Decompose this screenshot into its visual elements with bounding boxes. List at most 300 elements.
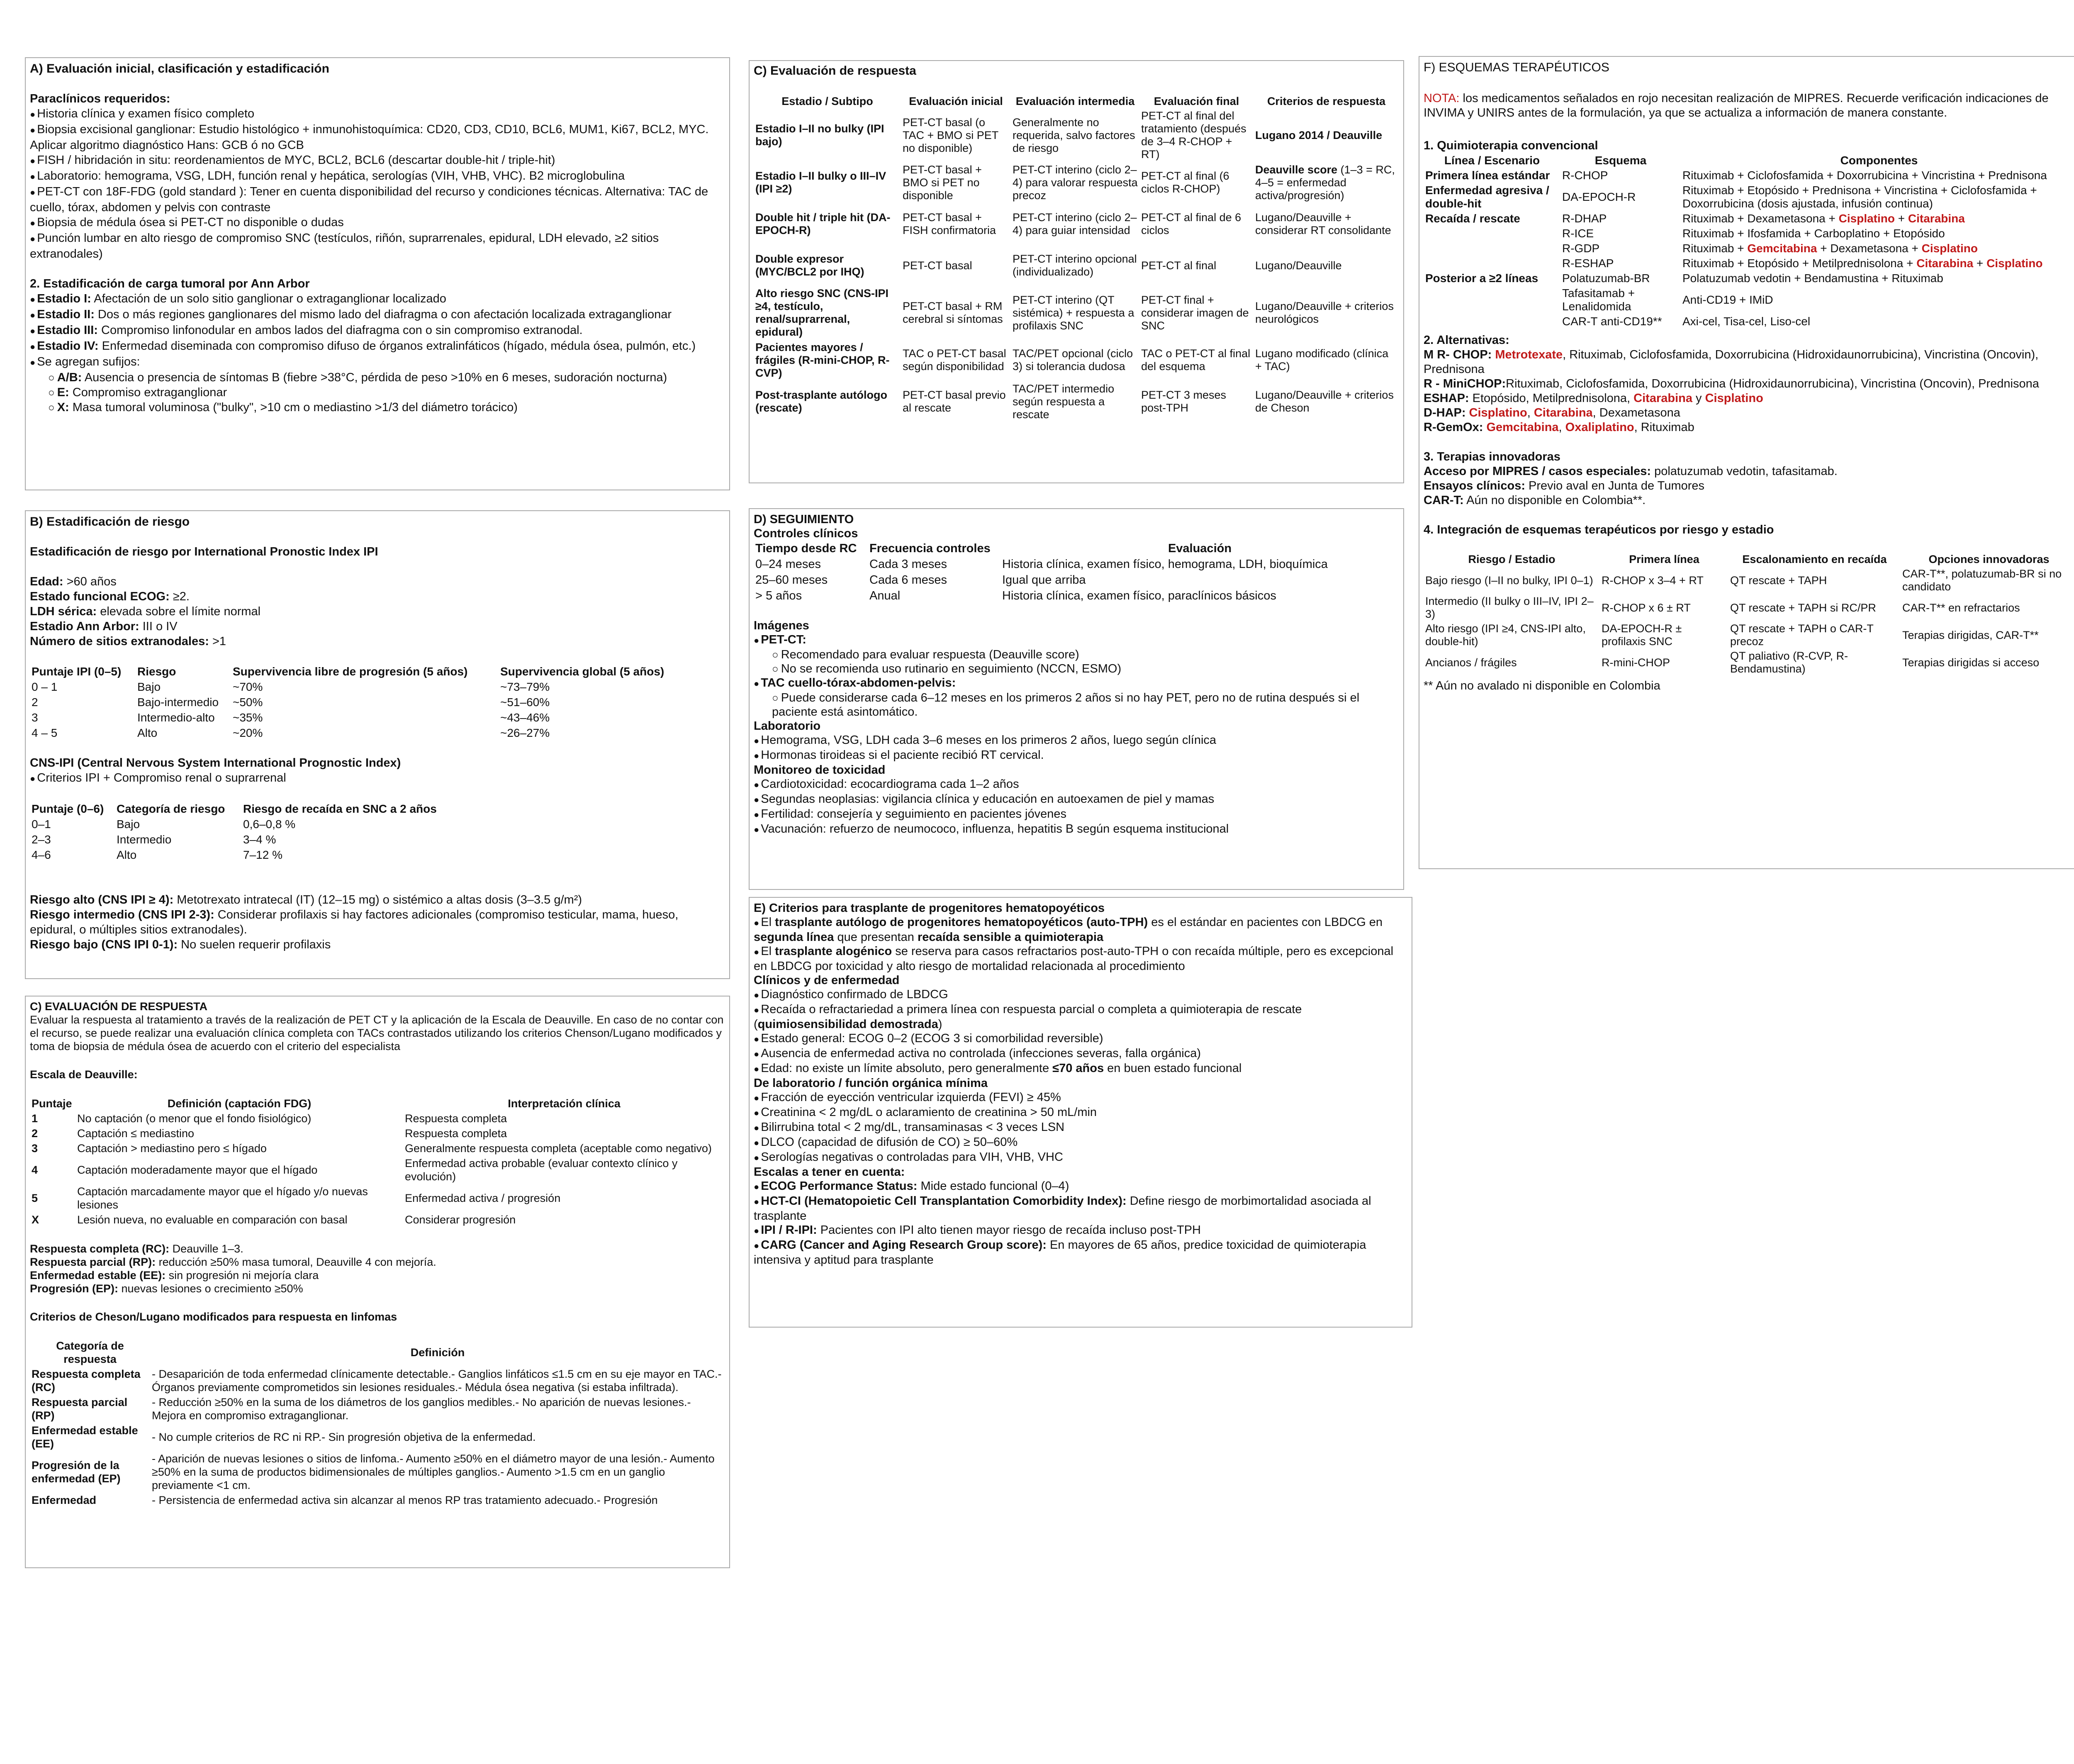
nota	[1424, 91, 2074, 120]
text-part: )	[938, 1018, 942, 1031]
list-item: ● Serologías negativas o controladas para VIH, VHB, VHC	[754, 1150, 1407, 1165]
table-cell: PET-CT basal	[903, 259, 972, 272]
item-value: En mayores de 65 años, predice toxicidad de quimioterapia intensiva y aptitud para trasplante	[754, 1238, 1366, 1267]
table-cell: R-GDP	[1562, 242, 1600, 255]
table-header: Categoría de riesgo	[117, 802, 225, 815]
panel-e-trasplante	[749, 897, 1412, 1328]
table-cell: Captación marcadamente mayor que el hígado y/o nuevas lesiones	[77, 1185, 368, 1211]
table-row	[1424, 271, 2074, 286]
item-value: Considerar profilaxis si hay factores adicionales (compromiso testicular, mama, hueso, epidural, o múltiples sitios extranodales).	[30, 908, 679, 936]
text-part: Oxaliplatino	[1565, 421, 1634, 434]
table-cell: CAR-T** en refractarios	[1902, 601, 2020, 614]
table-header: Puntaje IPI (0–5)	[32, 665, 122, 678]
table-cell: Lugano 2014 / Deauville	[1255, 129, 1383, 141]
list-item	[30, 937, 725, 952]
panel-b-title: B) Estadificación de riesgo	[30, 515, 190, 529]
list-item: ● Fracción de eyección ventricular izquierda (FEVI) ≥ 45%	[754, 1090, 1407, 1105]
table-cell: Alto riesgo (IPI ≥4, CNS-IPI alto, double-hit)	[1425, 622, 1586, 648]
table-row	[30, 1184, 725, 1212]
text-part: +	[1894, 212, 1908, 225]
table-cell	[1424, 286, 1560, 314]
table-cell: Alto	[137, 726, 158, 739]
table-cell: PET-CT interino (QT sistémica) + respuesta a profilaxis SNC	[1013, 293, 1134, 332]
cheson-table	[30, 1338, 725, 1508]
table-cell: 4	[32, 1164, 38, 1176]
innovadoras-title: 3. Terapias innovadoras	[1424, 450, 1560, 463]
table-cell: TAC o PET-CT al final del esquema	[1141, 347, 1251, 373]
table-cell: Anual	[869, 589, 901, 602]
table-cell	[1254, 162, 1399, 203]
table-cell: Lesión nueva, no evaluable en comparación con basal	[77, 1213, 348, 1226]
table-header: Riesgo / Estadio	[1468, 553, 1556, 565]
item-key: Ensayos clínicos:	[1424, 479, 1525, 492]
table-cell: Ancianos / frágiles	[1425, 656, 1517, 669]
table-row	[1424, 256, 2074, 271]
table-cell: Respuesta completa	[405, 1127, 507, 1140]
table-cell: 0,6–0,8 %	[243, 818, 296, 831]
text-part: , Dexametasona	[1592, 406, 1680, 419]
table-row	[30, 1451, 725, 1493]
tac-list	[754, 691, 1399, 719]
table-cell: 4–6	[32, 848, 51, 861]
list-item	[30, 619, 725, 634]
item-key: IPI / R-IPI:	[761, 1223, 817, 1237]
list-item: ● Ausencia de enfermedad activa no controlada (infecciones severas, falla orgánica)	[754, 1046, 1407, 1061]
table-cell: CAR-T anti-CD19**	[1562, 315, 1662, 328]
clinicos-title: Clínicos y de enfermedad	[754, 974, 900, 987]
table-row	[30, 725, 685, 741]
table-cell: R-ICE	[1562, 227, 1594, 240]
table-cell: 5	[32, 1192, 38, 1204]
table-row	[754, 162, 1399, 203]
cell-rest: (1–3 = RC, 4–5 = enfermedad activa/progresión)	[1255, 163, 1395, 202]
item-value: Aún no disponible en Colombia**.	[1463, 494, 1646, 507]
list-item: ● Biopsia excisional ganglionar: Estudio histológico + inmunohistoquímica: CD20, CD3, CD10, BCL6, MUM1, Ki67, BCL2, MYC. Aplicar algoritmo diagnóstico Hans: GCB ó no GCB	[30, 122, 725, 153]
text-part: + Dexametasona +	[1817, 242, 1922, 255]
table-header: Opciones innovadoras	[1928, 553, 2050, 565]
table-row	[754, 588, 1399, 604]
list-item	[30, 307, 725, 323]
list-item	[1424, 420, 2074, 435]
table-cell	[1681, 314, 2074, 329]
table-cell: 2	[32, 696, 38, 709]
table-cell: Igual que arriba	[1002, 573, 1086, 587]
table-cell: R-CHOP x 6 ± RT	[1602, 601, 1691, 614]
table-cell: Considerar progresión	[405, 1213, 516, 1226]
table-cell: Intermedio	[117, 833, 172, 846]
item-key: Estadio IV:	[37, 339, 99, 353]
table-row	[754, 286, 1399, 339]
table-cell: Cada 3 meses	[869, 558, 947, 571]
list-item	[1424, 464, 2074, 479]
table-row	[30, 1126, 725, 1141]
table-header: Puntaje (0–6)	[32, 802, 104, 815]
table-cell: Polatuzumab-BR	[1562, 272, 1650, 285]
laboratorio-title: Laboratorio	[754, 719, 821, 733]
table-cell: Progresión de la enfermedad (EP)	[32, 1459, 121, 1485]
list-item	[754, 1238, 1407, 1267]
table-cell: Captación ≤ mediastino	[77, 1127, 194, 1140]
text-part: trasplante autólogo de progenitores hematopoyéticos (auto-TPH)	[775, 916, 1148, 929]
item-value: polatuzumab vedotin, tafasitamab.	[1651, 465, 1838, 478]
list-item: ● Diagnóstico confirmado de LBDCG	[754, 987, 1407, 1002]
list-item: ● DLCO (capacidad de difusión de CO) ≥ 50–60%	[754, 1135, 1407, 1150]
table-cell: ~35%	[233, 711, 263, 724]
table-cell: Respuesta completa (RC)	[32, 1368, 141, 1394]
table-row	[30, 1156, 725, 1184]
table-row	[1424, 649, 2074, 676]
table-cell: R-DHAP	[1562, 212, 1607, 225]
table-cell: Historia clínica, examen físico, paraclínicos básicos	[1002, 589, 1276, 602]
table-row	[30, 816, 507, 832]
table-row	[30, 832, 507, 847]
item-key: CAR-T:	[1424, 494, 1464, 507]
list-item	[30, 370, 725, 385]
table-header: Componentes	[1840, 154, 1918, 167]
list-item	[754, 1002, 1407, 1031]
quimio-table	[1424, 153, 2074, 329]
table-cell: 0–1	[32, 818, 51, 831]
table-cell: Bajo riesgo (I–II no bulky, IPI 0–1)	[1425, 574, 1593, 587]
table-header: Categoría de respuesta	[56, 1340, 124, 1365]
item-key: CARG (Cancer and Aging Research Group score):	[761, 1238, 1047, 1252]
tac-label: ● TAC cuello-tórax-abdomen-pelvis:	[754, 676, 1399, 691]
item-value: Enfermedad diseminada con compromiso difuso de órganos extralinfáticos (hígado, médula ósea, pulmón, etc.)	[98, 339, 696, 353]
table-cell: 2–3	[32, 833, 51, 846]
table-row	[30, 710, 685, 725]
table-row	[30, 1367, 725, 1395]
item-value: >1	[209, 635, 226, 648]
table-cell: 7–12 %	[243, 848, 282, 861]
list-item	[30, 339, 725, 354]
table-row	[1424, 567, 2074, 594]
text-part: El	[761, 945, 775, 958]
text-part: quimiosensibilidad demostrada	[757, 1018, 938, 1031]
text-part: en buen estado funcional	[1104, 1062, 1242, 1075]
text-part: R-GemOx:	[1424, 421, 1487, 434]
table-row	[1424, 211, 2074, 226]
lab-minimo-list	[754, 1090, 1407, 1165]
item-value: nuevas lesiones o crecimiento ≥50%	[118, 1282, 303, 1295]
cns-ipi-bullet: ● Criterios IPI + Compromiso renal o suprarrenal	[30, 770, 725, 786]
paraclinicos-title: Paraclínicos requeridos:	[30, 92, 170, 105]
text-part: Cisplatino	[1986, 257, 2043, 270]
table-cell: Recaída / rescate	[1425, 212, 1520, 225]
item-key: HCT-CI (Hematopoietic Cell Transplantation Comorbidity Index):	[761, 1194, 1127, 1208]
table-cell: Historia clínica, examen físico, hemograma, LDH, bioquímica	[1002, 558, 1328, 571]
text-part: Rituximab + Etopósido + Metilprednisolona +	[1682, 257, 1917, 270]
list-item	[1424, 406, 2074, 420]
list-item: ● Punción lumbar en alto riesgo de compromiso SNC (testículos, riñón, suprarrenales, epidural, LDH elevado, ≥2 sitios extranodales)	[30, 231, 725, 261]
panel-c2-title: C) EVALUACIÓN DE RESPUESTA	[30, 1000, 208, 1013]
item-value: Define riesgo de morbimortalidad asociada al trasplante	[754, 1194, 1371, 1223]
item-value: Afectación de un solo sitio ganglionar o extraganglionar localizado	[91, 292, 446, 305]
pet-ct-label: ● PET-CT:	[754, 633, 1399, 648]
item-key: LDH sérica:	[30, 605, 97, 618]
table-cell: > 5 años	[755, 589, 802, 602]
table-header: Puntaje	[32, 1097, 72, 1110]
item-key: ECOG Performance Status:	[761, 1179, 918, 1193]
list-item: ○ Recomendado para evaluar respuesta (Deauville score)	[754, 648, 1399, 662]
list-item	[30, 323, 725, 339]
table-cell: Terapias dirigidas si acceso	[1902, 656, 2040, 669]
table-cell: PET-CT basal + FISH confirmatoria	[903, 211, 996, 236]
table-cell: Double hit / triple hit (DA-EPOCH-R)	[755, 211, 891, 236]
item-value: ≥2.	[169, 590, 190, 603]
list-item: ● Estado general: ECOG 0–2 (ECOG 3 si comorbilidad reversible)	[754, 1031, 1407, 1046]
item-value: Metotrexato intratecal (IT) (12–15 mg) o sistémico a altas dosis (3–3.5 g/m²)	[173, 893, 582, 906]
item-key: Riesgo alto (CNS IPI ≥ 4):	[30, 893, 174, 906]
table-cell	[1681, 211, 2074, 226]
table-cell: 2	[32, 1127, 38, 1140]
table-cell: CAR-T**, polatuzumab-BR si no candidato	[1902, 568, 2062, 593]
table-cell: Bajo-intermedio	[137, 696, 219, 709]
clinicos-list	[754, 987, 1407, 1076]
text-part: M R- CHOP:	[1424, 348, 1495, 361]
table-cell: PET-CT interino (ciclo 2–4) para guiar intensidad	[1013, 211, 1137, 236]
escalas-list	[754, 1179, 1407, 1267]
table-cell: QT rescate + TAPH o CAR-T precoz	[1730, 622, 1874, 648]
table-cell	[1424, 256, 1560, 271]
quimio-title: 1. Quimioterapia convencional	[1424, 139, 1598, 152]
text-part: y	[1692, 392, 1705, 405]
item-key: Respuesta completa (RC):	[30, 1243, 170, 1255]
list-item	[754, 1179, 1407, 1194]
table-row	[754, 556, 1399, 572]
panel-a-title: A) Evaluación inicial, clasificación y estadificación	[30, 62, 329, 76]
table-row	[30, 1395, 725, 1423]
item-key: Enfermedad estable (EE):	[30, 1269, 166, 1282]
text-part: Anti-CD19 + IMiD	[1682, 293, 1773, 306]
table-row	[754, 381, 1399, 422]
table-cell: 3	[32, 711, 38, 724]
text-part: es el estándar en pacientes con LBDCG en	[1148, 916, 1383, 929]
list-item	[30, 892, 725, 907]
table-cell: Enfermedad	[32, 1494, 97, 1506]
table-row	[1424, 594, 2074, 621]
response-evaluation-table	[754, 94, 1399, 422]
list-item: ● Cardiotoxicidad: ecocardiograma cada 1–2 años	[754, 777, 1399, 792]
table-cell: PET-CT final + considerar imagen de SNC	[1141, 293, 1249, 332]
table-row	[754, 245, 1399, 286]
item-key: Estadio Ann Arbor:	[30, 620, 139, 633]
text-part: trasplante alogénico	[775, 945, 892, 958]
table-cell	[1424, 314, 1560, 329]
panel-d-title: D) SEGUIMIENTO	[754, 513, 854, 526]
table-cell: Lugano/Deauville + considerar RT consolidante	[1255, 211, 1391, 236]
cns-ipi-title: CNS-IPI (Central Nervous System International Prognostic Index)	[30, 756, 401, 770]
table-cell	[1681, 241, 2074, 256]
table-cell: ~73–79%	[500, 680, 550, 693]
list-item: ● Bilirrubina total < 2 mg/dL, transaminasas < 3 veces LSN	[754, 1120, 1407, 1135]
table-header: Evaluación intermedia	[1015, 95, 1135, 107]
item-value: reducción ≥50% masa tumoral, Deauville 4 con mejoría.	[156, 1256, 436, 1268]
table-cell: Generalmente no requerida, salvo factores de riesgo	[1013, 116, 1135, 154]
list-item	[30, 907, 725, 937]
pet-ct-list	[754, 648, 1399, 676]
table-header: Esquema	[1594, 154, 1647, 167]
list-item	[1424, 391, 2074, 406]
table-cell: Captación moderadamente mayor que el hígado	[77, 1164, 318, 1176]
controles-clinicos-title: Controles clínicos	[754, 527, 858, 540]
table-row	[1424, 241, 2074, 256]
table-header: Frecuencia controles	[869, 542, 991, 555]
table-cell: Post-trasplante autólogo (rescate)	[755, 389, 888, 414]
table-cell: R-CHOP	[1562, 169, 1608, 182]
table-cell: R-CHOP x 3–4 + RT	[1602, 574, 1704, 587]
item-key: Estadio I:	[37, 292, 91, 305]
table-cell: 0–24 meses	[755, 558, 821, 571]
text-part: ESHAP:	[1424, 392, 1473, 405]
text-part: Gemcitabina	[1747, 242, 1817, 255]
item-key: Estadio II:	[37, 308, 95, 321]
table-header: Interpretación clínica	[508, 1097, 621, 1110]
table-row	[1424, 621, 2074, 649]
table-cell: X	[32, 1213, 39, 1226]
table-row	[30, 1141, 725, 1156]
list-item	[30, 1269, 725, 1282]
table-cell: 3	[32, 1142, 38, 1155]
table-header: Tiempo desde RC	[755, 542, 857, 555]
list-item	[30, 634, 725, 649]
list-item	[30, 1242, 725, 1255]
imagenes-title: Imágenes	[754, 619, 809, 632]
text-part: ,	[1527, 406, 1534, 419]
list-item: ● FISH / hibridación in situ: reordenamientos de MYC, BCL2, BCL6 (descartar double-hit / triple-hit)	[30, 153, 725, 168]
table-cell: Tafasitamab + Lenalidomida	[1562, 287, 1635, 313]
table-cell	[1681, 286, 2074, 314]
text-part: Cisplatino	[1838, 212, 1895, 225]
table-row	[754, 109, 1399, 162]
footnote: ** Aún no avalado ni disponible en Colombia	[1424, 679, 1660, 692]
panel-c-evaluacion-respuesta-left	[25, 996, 730, 1568]
integracion-title: 4. Integración de esquemas terapéuticos por riesgo y estadio	[1424, 523, 1774, 536]
list-item	[1424, 348, 2074, 377]
alternativas-title: 2. Alternativas:	[1424, 334, 1509, 347]
table-row	[30, 1111, 725, 1126]
list-item	[30, 589, 725, 604]
list-item	[30, 291, 725, 307]
item-key: A/B:	[57, 371, 82, 384]
text-part: Citarabina	[1534, 406, 1593, 419]
list-item	[754, 1223, 1407, 1238]
item-key: Respuesta parcial (RP):	[30, 1256, 156, 1268]
text-part: , Rituximab, Ciclofosfamida, Doxorrubicina (Hidroxidaunorrubicina), Vincristina (Oncovin), Prednisona	[1424, 348, 2039, 376]
table-cell: PET-CT al final del tratamiento (después de 3–4 R-CHOP + RT)	[1141, 110, 1246, 161]
table-cell: PET-CT al final	[1141, 259, 1217, 272]
table-cell: R-mini-CHOP	[1602, 656, 1670, 669]
item-key: Riesgo bajo (CNS IPI 0-1):	[30, 938, 178, 951]
list-item: ● Segundas neoplasias: vigilancia clínica y educación en autoexamen de piel y mamas	[754, 792, 1399, 807]
text-part: recaída sensible a quimioterapia	[917, 931, 1104, 944]
table-row	[1424, 168, 2074, 183]
list-item	[30, 1255, 725, 1269]
item-key: Riesgo intermedio (CNS IPI 2-3):	[30, 908, 214, 921]
list-item	[30, 1282, 725, 1295]
text-part: Cisplatino	[1921, 242, 1978, 255]
table-cell: - Reducción ≥50% en la suma de los diámetros de los ganglios medibles.- No aparición de nuevas lesiones.- Mejora en compromiso extraganglionar.	[152, 1396, 691, 1422]
text-part: , Rituximab	[1634, 421, 1694, 434]
text-part: se reserva para casos refractarios post-auto-TPH o con recaída múltiple, pero es excepcional en LBDCG por toxicidad y alto riesgo de mortalidad relacionada al procedimiento	[754, 945, 1394, 973]
item-value: Pacientes con IPI alto tienen mayor riesgo de recaída incluso post-TPH	[817, 1223, 1201, 1237]
item-key: Progresión (EP):	[30, 1282, 119, 1295]
table-cell: Captación > mediastino pero ≤ hígado	[77, 1142, 267, 1155]
list-item: ● Biopsia de médula ósea si PET-CT no disponible o dudas	[30, 215, 725, 231]
table-header: Línea / Escenario	[1444, 154, 1540, 167]
table-cell: ~43–46%	[500, 711, 550, 724]
table-cell: QT rescate + TAPH si RC/PR	[1730, 601, 1876, 614]
table-cell: PET-CT basal + BMO si PET no disponible	[903, 163, 982, 202]
item-value: Compromiso extraganglionar	[69, 386, 227, 399]
table-row	[754, 203, 1399, 245]
toxicidad-list	[754, 777, 1399, 837]
table-cell: - Desaparición de toda enfermedad clínicamente detectable.- Ganglios linfáticos ≤1.5 cm en su eje mayor en TAC.- Órganos previamente comprometidos sin lesiones residuales.- Médula ósea negativa (si estaba infiltrada).	[152, 1368, 722, 1394]
table-cell: 0 – 1	[32, 680, 58, 693]
table-cell: - Aparición de nuevas lesiones o sitios de linfoma.- Aumento ≥50% en el diámetro mayor de una lesión.- Aumento ≥50% en la suma de productos bidimensionales de múltiples ganglios.- Aumento >1.5 cm en un ganglio previamente <1 cm.	[152, 1452, 715, 1491]
ipi-criteria	[30, 574, 725, 649]
panel-e-title: E) Criterios para trasplante de progenitores hematopoyéticos	[754, 901, 1105, 915]
list-item: ○ Puede considerarse cada 6–12 meses en los primeros 2 años si no hay PET, pero no de rutina después si el paciente está asintomático.	[754, 691, 1399, 719]
table-cell: Lugano modificado (clínica + TAC)	[1255, 347, 1389, 373]
table-cell: Pacientes mayores / frágiles (R-mini-CHOP, R-CVP)	[755, 341, 890, 379]
table-cell: Intermedio-alto	[137, 711, 215, 724]
alternativas-list	[1424, 348, 2074, 435]
table-header: Escalonamiento en recaída	[1742, 553, 1887, 565]
table-cell: Estadio I–II no bulky (IPI bajo)	[755, 122, 884, 148]
table-header: Definición (captación FDG)	[167, 1097, 312, 1110]
table-row	[1424, 226, 2074, 241]
panel-c2-intro: Evaluar la respuesta al tratamiento a través de la realización de PET CT y la aplicación de la Escala de Deauville. En caso de no contar con el recurso, se puede realizar una evaluación clínica completa con TACs contrastados utilizando los criterios Chenson/Lugano modificados y toma de biopsia de médula ósea de acuerdo con el criterio del especialista	[30, 1014, 724, 1053]
table-cell	[1681, 168, 2074, 183]
list-item	[1424, 493, 2074, 508]
table-cell: Enfermedad estable (EE)	[32, 1424, 138, 1450]
table-cell: No captación (o menor que el fondo fisiológico)	[77, 1112, 312, 1125]
item-value: >60 años	[63, 575, 117, 588]
table-cell: R-ESHAP	[1562, 257, 1614, 270]
table-cell: Posterior a ≥2 líneas	[1425, 272, 1538, 285]
text-part: Etopósido, Metilprednisolona,	[1472, 392, 1634, 405]
table-cell: TAC/PET opcional (ciclo 3) si tolerancia dudosa	[1013, 347, 1133, 373]
ann-arbor-title: 2. Estadificación de carga tumoral por Ann Arbor	[30, 277, 310, 290]
table-cell: PET-CT 3 meses post-TPH	[1141, 389, 1227, 414]
table-cell: PET-CT al final (6 ciclos R-CHOP)	[1141, 170, 1229, 195]
table-header: Evaluación inicial	[909, 95, 1003, 107]
table-cell: Enfermedad activa probable (evaluar contexto clínico y evolución)	[405, 1157, 678, 1183]
table-cell: Primera línea estándar	[1425, 169, 1550, 182]
text-part: D-HAP:	[1424, 406, 1469, 419]
text-part: Rituximab, Ciclofosfamida, Doxorrubicina (Hidroxidaunorrubicina), Vincristina (Oncovin), Prednisona	[1506, 377, 2039, 390]
text-part: que presentan	[834, 931, 918, 944]
item-value: Mide estado funcional (0–4)	[917, 1179, 1069, 1193]
table-cell: Alto riesgo SNC (CNS-IPI ≥4, testículo, renal/suprarrenal, epidural)	[755, 287, 889, 338]
item-value: elevada sobre el límite normal	[97, 605, 261, 618]
text-part: Recaída o refractariedad a primera línea con respuesta parcial o completa a quimioterapia de rescate (	[754, 1003, 1302, 1031]
table-cell: 1	[32, 1112, 38, 1125]
cell-strong: Deauville score	[1255, 163, 1338, 176]
sufijos-list	[30, 370, 725, 415]
panel-c-evaluacion-respuesta-table	[749, 60, 1404, 483]
table-cell: Enfermedad activa / progresión	[405, 1192, 561, 1204]
table-row	[30, 1212, 725, 1227]
cheson-title: Criterios de Cheson/Lugano modificados para respuesta en linfomas	[30, 1311, 397, 1323]
panel-f-esquemas	[1419, 56, 2074, 869]
item-value: Previo aval en Junta de Tumores	[1525, 479, 1705, 492]
table-row	[1424, 183, 2074, 211]
table-header: Definición	[410, 1346, 465, 1359]
paraclinicos-list	[30, 106, 725, 261]
table-cell: Cada 6 meses	[869, 573, 947, 587]
list-item: ● PET-CT con 18F-FDG (gold standard ): Tener en cuenta disponibilidad del recurso y condiciones técnicas. Alternativa: TAC de cuello, tórax, abdomen y pelvis con contraste	[30, 184, 725, 215]
